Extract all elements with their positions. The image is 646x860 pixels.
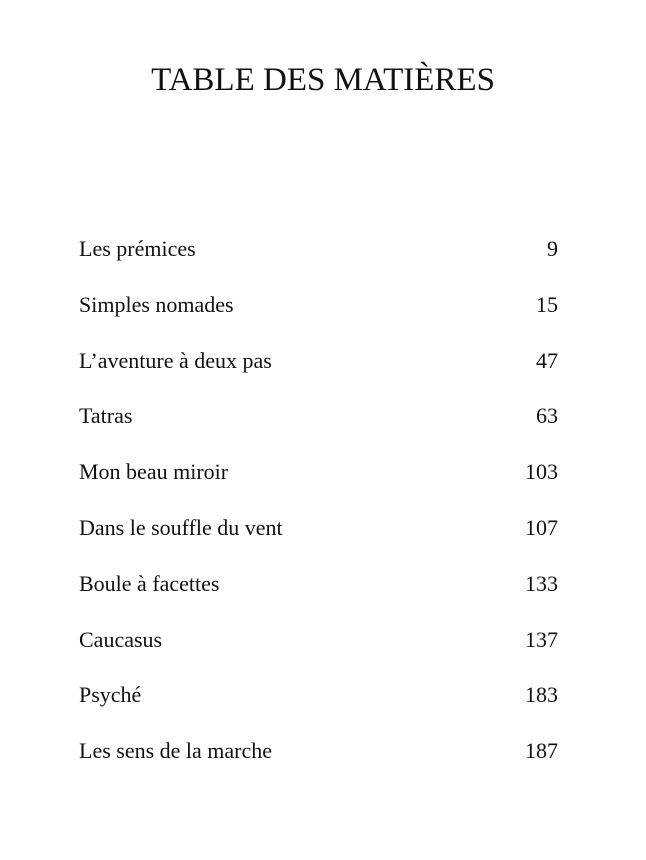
toc-entry-title: Les prémices	[79, 236, 196, 261]
toc-entry[interactable]	[79, 678, 558, 734]
toc-entry-page-number: 183	[525, 682, 558, 708]
page-title: TABLE DES MATIÈRES	[151, 62, 495, 98]
toc-entry-page-number: 63	[536, 403, 558, 429]
toc-entry[interactable]	[79, 567, 558, 623]
toc-entry-page-number: 133	[525, 570, 558, 596]
toc-entry-title: Simples nomades	[79, 291, 234, 317]
toc-entry-title: L’aventure à deux pas	[79, 347, 272, 373]
toc-entry-title: Mon beau miroir	[79, 459, 229, 485]
toc-entry[interactable]	[79, 399, 558, 455]
toc-entry[interactable]	[79, 511, 558, 567]
toc-entry-page-number: 103	[525, 459, 558, 485]
toc-entry-title: Dans le souffle du vent	[79, 514, 283, 540]
toc-entry[interactable]	[79, 288, 558, 344]
toc-entry[interactable]	[79, 344, 558, 400]
toc-entry-page-number: 9	[547, 236, 558, 261]
toc-entry-page-number: 107	[525, 514, 558, 540]
toc-entry-page-number: 137	[525, 626, 558, 652]
toc-entry[interactable]	[79, 734, 558, 790]
toc-entry-page-number: 187	[525, 738, 558, 764]
toc-entry-page-number: 47	[536, 347, 558, 373]
toc-entry-page-number: 15	[536, 291, 558, 317]
toc-entry[interactable]	[79, 623, 558, 679]
toc-entry[interactable]	[79, 232, 558, 288]
toc-entry[interactable]	[79, 455, 558, 511]
toc-entry-title: Psyché	[79, 682, 142, 708]
table-of-contents	[79, 232, 558, 790]
toc-entry-title: Caucasus	[79, 626, 163, 652]
toc-entry-title: Boule à facettes	[79, 570, 220, 596]
toc-entry-title: Tatras	[79, 403, 133, 429]
toc-entry-title: Les sens de la marche	[79, 738, 273, 764]
